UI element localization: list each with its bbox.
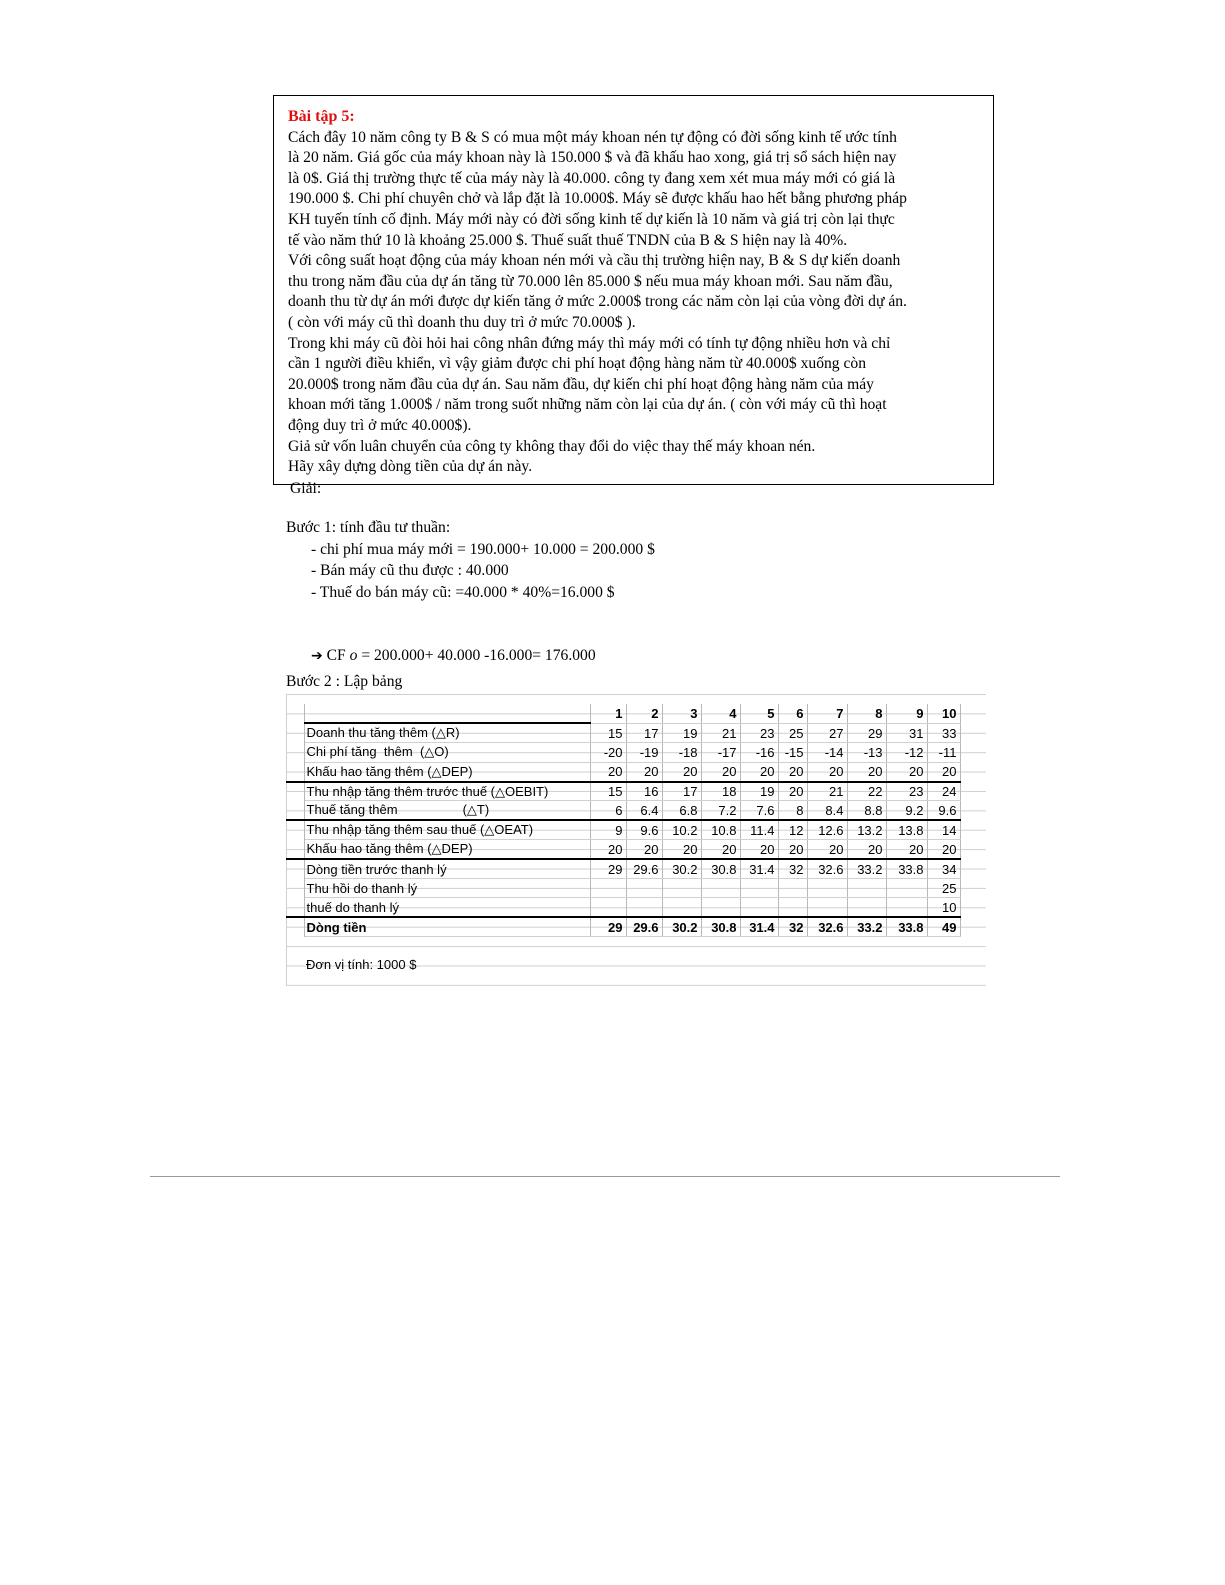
value-cell: -11 — [927, 743, 960, 762]
value-cell: 20 — [662, 840, 701, 859]
value-cell: 20 — [847, 762, 886, 781]
value-cell: 9.2 — [886, 801, 927, 820]
table-row — [286, 762, 960, 781]
value-cell: 20 — [740, 840, 778, 859]
value-cell: 20 — [701, 762, 740, 781]
value-cell — [740, 898, 778, 917]
value-cell: 19 — [740, 782, 778, 801]
value-cell: 30.8 — [701, 859, 740, 878]
step1-item: - Thuế do bán máy cũ: =40.000 * 40%=16.000 $ — [311, 583, 615, 601]
value-cell: 17 — [626, 723, 662, 742]
step1-title: Bước 1: tính đầu tư thuần: — [286, 519, 451, 536]
value-cell: 20 — [847, 840, 886, 859]
value-cell: 20 — [662, 762, 701, 781]
value-cell: -20 — [590, 743, 626, 762]
year-header-cell: 5 — [740, 704, 778, 723]
table-row — [286, 898, 960, 917]
row-label: Dòng tiền trước thanh lý — [304, 859, 590, 878]
value-cell — [590, 898, 626, 917]
value-cell — [662, 898, 701, 917]
year-header-row — [286, 704, 960, 723]
value-cell — [740, 879, 778, 898]
value-cell — [626, 879, 662, 898]
value-cell: 22 — [847, 782, 886, 801]
table-row — [286, 723, 960, 742]
problem-line: ( còn với máy cũ thì doanh thu duy trì ở mức 70.000$ ). — [288, 313, 636, 331]
problem-line: 190.000 $. Chi phí chuyên chở và lắp đặt là 10.000$. Máy sẽ được khấu hao hết bằng phương pháp — [288, 190, 907, 208]
value-cell: 9 — [590, 820, 626, 839]
problem-line: khoan mới tăng 1.000$ / năm trong suốt những năm còn lại của dự án. ( còn với máy cũ thì hoạt — [288, 396, 887, 414]
value-cell: 25 — [927, 879, 960, 898]
value-cell: 20 — [701, 840, 740, 859]
value-cell: 7.2 — [701, 801, 740, 820]
value-cell: 29 — [590, 859, 626, 878]
value-cell: 29.6 — [626, 859, 662, 878]
value-cell — [807, 879, 847, 898]
value-cell: 8.8 — [847, 801, 886, 820]
value-cell: 20 — [886, 840, 927, 859]
value-cell: 29.6 — [626, 917, 662, 936]
year-header-cell: 1 — [590, 704, 626, 723]
value-cell: 6 — [590, 801, 626, 820]
table-row — [286, 879, 960, 898]
cash-flow-table — [286, 704, 961, 937]
table-row — [286, 917, 960, 936]
problem-line: Giả sử vốn luân chuyển của công ty không thay đổi do việc thay thế máy khoan nén. — [288, 437, 816, 455]
cash-flow-sheet — [286, 694, 986, 986]
value-cell: 29 — [590, 917, 626, 936]
value-cell — [590, 879, 626, 898]
problem-line: tế vào năm thứ 10 là khoảng 25.000 $. Thuế suất thuế TNDN của B & S hiện nay là 40%. — [288, 231, 848, 249]
value-cell: 13.8 — [886, 820, 927, 839]
value-cell: 20 — [886, 762, 927, 781]
value-cell: 20 — [778, 782, 807, 801]
value-cell: -15 — [778, 743, 807, 762]
value-cell: 49 — [927, 917, 960, 936]
problem-line: là 0$. Giá thị trường thực tế của máy này là 40.000. công ty đang xem xét mua máy mới có giá là — [288, 169, 896, 187]
value-cell: 20 — [626, 762, 662, 781]
year-header-cell: 8 — [847, 704, 886, 723]
value-cell: 30.2 — [662, 917, 701, 936]
value-cell: 23 — [886, 782, 927, 801]
value-cell: 10 — [927, 898, 960, 917]
value-cell: 10.8 — [701, 820, 740, 839]
value-cell: 18 — [701, 782, 740, 801]
step1-block — [286, 517, 655, 603]
value-cell — [847, 879, 886, 898]
value-cell: 20 — [927, 762, 960, 781]
arrow-right-icon: ➔ — [311, 648, 323, 664]
value-cell — [778, 898, 807, 917]
value-cell: 19 — [662, 723, 701, 742]
value-cell: 9.6 — [626, 820, 662, 839]
unit-note: Đơn vị tính: 1000 $ — [306, 957, 417, 972]
table-row — [286, 782, 960, 801]
year-header-cell: 4 — [701, 704, 740, 723]
value-cell: 20 — [740, 762, 778, 781]
value-cell: 21 — [807, 782, 847, 801]
problem-line: 20.000$ trong năm đầu của dự án. Sau năm đầu, dự kiến chi phí hoạt động hàng năm của máy — [288, 375, 874, 393]
value-cell: -17 — [701, 743, 740, 762]
value-cell: 21 — [701, 723, 740, 742]
value-cell: 11.4 — [740, 820, 778, 839]
value-cell — [886, 879, 927, 898]
value-cell — [778, 879, 807, 898]
table-row — [286, 840, 960, 859]
problem-line: Trong khi máy cũ đòi hỏi hai công nhân đứng máy thì máy mới có tính tự động nhiều hơn và chỉ — [288, 334, 891, 352]
value-cell: 20 — [590, 840, 626, 859]
problem-line: là 20 năm. Giá gốc của máy khoan này là 150.000 $ và đã khấu hao xong, giá trị sổ sách hiện nay — [288, 149, 897, 167]
table-row — [286, 859, 960, 878]
step1-item: - Bán máy cũ thu được : 40.000 — [311, 562, 509, 579]
value-cell: 20 — [807, 762, 847, 781]
value-cell: 34 — [927, 859, 960, 878]
cf-formula — [311, 647, 596, 665]
value-cell: 17 — [662, 782, 701, 801]
value-cell: 6.4 — [626, 801, 662, 820]
year-header-cell: 7 — [807, 704, 847, 723]
row-label: Khấu hao tăng thêm (△DEP) — [304, 762, 590, 781]
row-label: Thu hồi do thanh lý — [304, 879, 590, 898]
table-row — [286, 743, 960, 762]
value-cell: 20 — [778, 762, 807, 781]
problem-line: Hãy xây dựng dòng tiền của dự án này. — [288, 458, 533, 476]
year-header-cell: 10 — [927, 704, 960, 723]
value-cell: 23 — [740, 723, 778, 742]
value-cell: 20 — [626, 840, 662, 859]
value-cell: 30.8 — [701, 917, 740, 936]
value-cell: 8 — [778, 801, 807, 820]
value-cell: 12.6 — [807, 820, 847, 839]
value-cell: 30.2 — [662, 859, 701, 878]
value-cell — [847, 898, 886, 917]
value-cell — [886, 898, 927, 917]
value-cell: -18 — [662, 743, 701, 762]
value-cell: 20 — [807, 840, 847, 859]
step2-title: Bước 2 : Lập bảng — [286, 673, 403, 690]
value-cell: 27 — [807, 723, 847, 742]
value-cell: 16 — [626, 782, 662, 801]
value-cell — [662, 879, 701, 898]
value-cell: 33.2 — [847, 917, 886, 936]
value-cell: 33.8 — [886, 859, 927, 878]
value-cell: 32.6 — [807, 917, 847, 936]
problem-line: KH tuyến tính cố định. Máy mới này có đời sống kinh tế dự kiến là 10 năm và giá trị còn lại thực — [288, 210, 895, 228]
problem-line: động duy trì ở mức 40.000$). — [288, 416, 472, 434]
problem-title: Bài tập 5: — [288, 108, 355, 125]
value-cell: 8.4 — [807, 801, 847, 820]
value-cell: 25 — [778, 723, 807, 742]
value-cell — [807, 898, 847, 917]
value-cell: 14 — [927, 820, 960, 839]
problem-line: thu trong năm đầu của dự án tăng từ 70.000 lên 85.000 $ nếu mua máy khoan mới. Sau năm đầu, — [288, 272, 893, 290]
cf-equation: = 200.000+ 40.000 -16.000= 176.000 — [357, 647, 596, 664]
problem-line: Cách đây 10 năm công ty B & S có mua một máy khoan nén tự động có đời sống kinh tế ước tính — [288, 128, 897, 146]
value-cell — [701, 898, 740, 917]
year-header-cell: 2 — [626, 704, 662, 723]
value-cell: 33.2 — [847, 859, 886, 878]
value-cell: 31.4 — [740, 917, 778, 936]
value-cell: 10.2 — [662, 820, 701, 839]
row-label: Thuế tăng thêm (△T) — [304, 801, 590, 820]
value-cell: 7.6 — [740, 801, 778, 820]
row-label: Thu nhập tăng thêm sau thuế (△OEAT) — [304, 820, 590, 839]
value-cell: 32.6 — [807, 859, 847, 878]
value-cell: 24 — [927, 782, 960, 801]
value-cell: 33 — [927, 723, 960, 742]
problem-line: Với công suất hoạt động của máy khoan nén mới và cầu thị trường hiện nay, B & S dự kiến doanh — [288, 252, 901, 270]
value-cell: 20 — [927, 840, 960, 859]
step1-item: - chi phí mua máy mới = 190.000+ 10.000 = 200.000 $ — [311, 540, 655, 558]
value-cell: 32 — [778, 859, 807, 878]
value-cell: -19 — [626, 743, 662, 762]
value-cell: -16 — [740, 743, 778, 762]
year-header-cell: 3 — [662, 704, 701, 723]
value-cell: 9.6 — [927, 801, 960, 820]
solution-heading: Giải: — [290, 480, 322, 497]
table-row — [286, 820, 960, 839]
row-label: Chi phí tăng thêm (△O) — [304, 743, 590, 762]
value-cell: 33.8 — [886, 917, 927, 936]
row-label: Thu nhập tăng thêm trước thuế (△OEBIT) — [304, 782, 590, 801]
problem-line: doanh thu từ dự án mới được dự kiến tăng ở mức 2.000$ trong các năm còn lại của vòng đời dự án. — [288, 293, 907, 311]
value-cell — [626, 898, 662, 917]
value-cell: 6.8 — [662, 801, 701, 820]
value-cell: 31.4 — [740, 859, 778, 878]
row-label: thuế do thanh lý — [304, 898, 590, 917]
page-divider — [150, 1176, 1060, 1177]
year-header-cell: 6 — [778, 704, 807, 723]
table-row — [286, 801, 960, 820]
cf-prefix: CF — [326, 647, 350, 664]
value-cell: -14 — [807, 743, 847, 762]
value-cell: 15 — [590, 782, 626, 801]
value-cell: 12 — [778, 820, 807, 839]
year-header-cell: 9 — [886, 704, 927, 723]
value-cell: -12 — [886, 743, 927, 762]
value-cell — [701, 879, 740, 898]
value-cell: 20 — [590, 762, 626, 781]
value-cell: 20 — [778, 840, 807, 859]
value-cell: 29 — [847, 723, 886, 742]
row-label: Khấu hao tăng thêm (△DEP) — [304, 840, 590, 859]
problem-line: cần 1 người điều khiển, vì vậy giảm được chi phí hoạt động hàng năm từ 40.000$ xuống còn — [288, 355, 866, 373]
value-cell: 15 — [590, 723, 626, 742]
row-label: Dòng tiền — [304, 917, 590, 936]
row-label: Doanh thu tăng thêm (△R) — [304, 723, 590, 742]
value-cell: -13 — [847, 743, 886, 762]
value-cell: 31 — [886, 723, 927, 742]
value-cell: 13.2 — [847, 820, 886, 839]
value-cell: 32 — [778, 917, 807, 936]
problem-box — [273, 95, 994, 485]
cf-subscript: o — [349, 647, 358, 664]
